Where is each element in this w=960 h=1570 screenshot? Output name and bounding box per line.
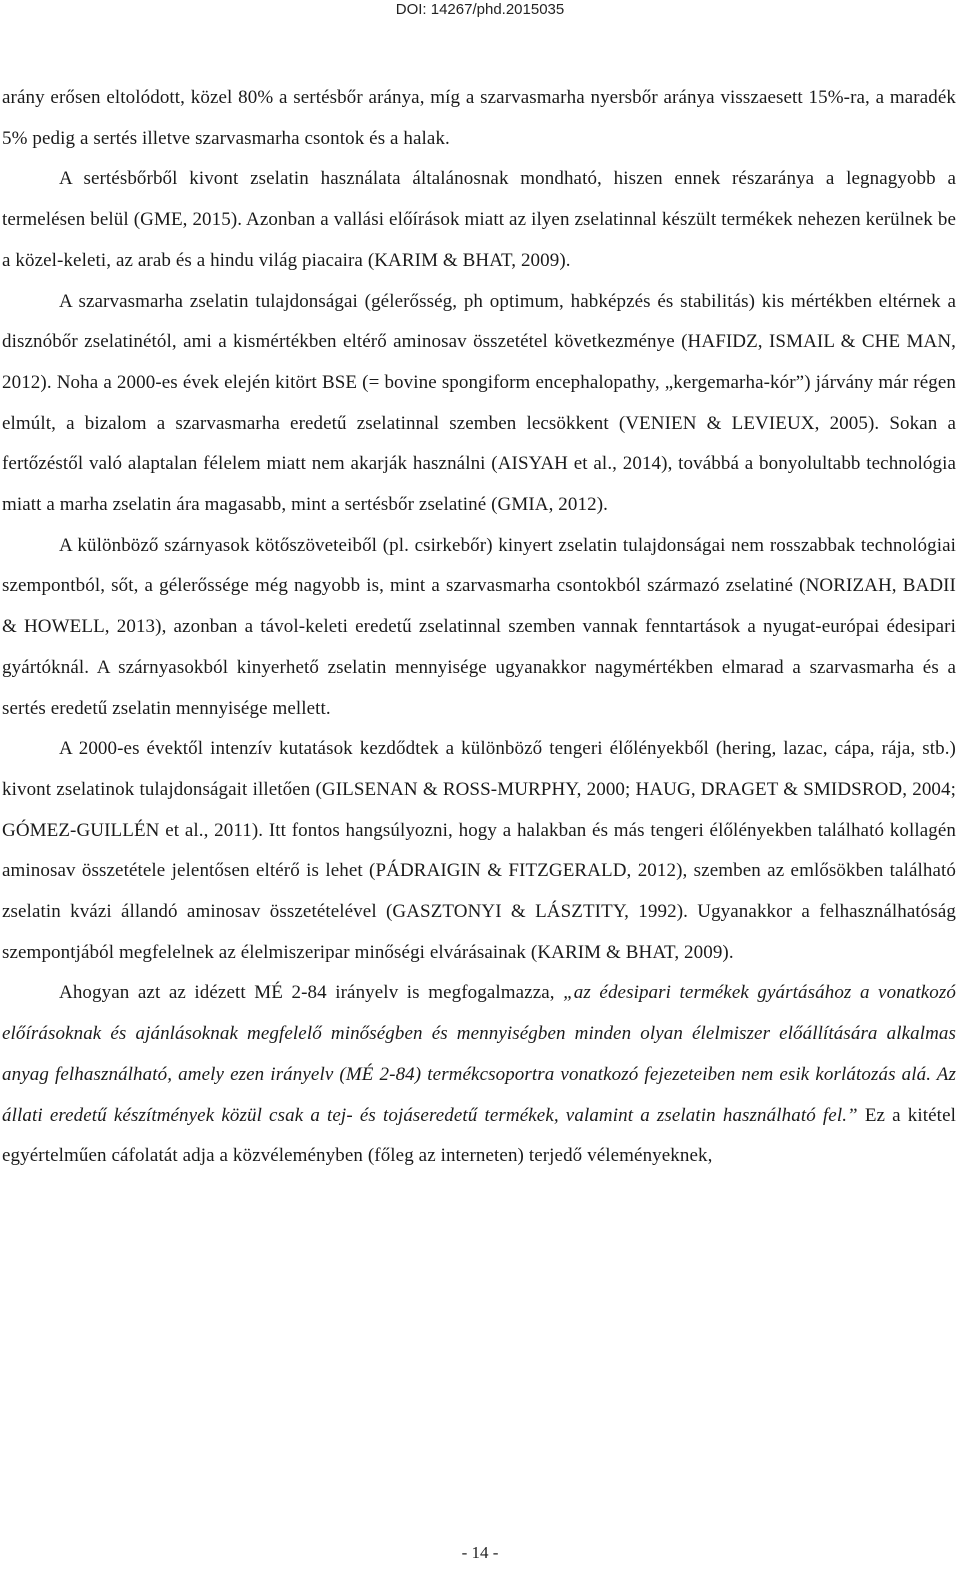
paragraph-2: A sertésbőrből kivont zselatin használata általánosnak mondható, hiszen ennek részaránya a legnagyobb a termelésen belül (GME, 2015). Azonban a vallási előírások miatt az ilyen zselatinnal készült termékek nehezen kerülnek be a közel-keleti, az arab és a hindu világ piacaira (KARIM & BHAT, 2009). [2,168,956,271]
page-number: - 14 - [461,1543,499,1562]
paragraph-6-outro: Ez a kitétel egyértelműen cáfolatát adja a közvéleményben (főleg az interneten) terjedő véleményeknek, [2,1104,956,1167]
paragraph-1: arány erősen eltolódott, közel 80% a sertésbőr aránya, míg a szarvasmarha nyersbőr aránya visszaesett 15%-ra, a maradék 5% pedig a sertés illetve szarvasmarha csontok és a halak. [2,87,956,149]
paragraph-5: A 2000-es évektől intenzív kutatások kezdődtek a különböző tengeri élőlényekből (hering, lazac, cápa, rája, stb.) kivont zselatinok tulajdonságait illetően (GILSENAN & ROSS-MURPHY, 2000; HAUG, DRAGET & SMIDSROD, 2004; GÓMEZ-GUILLÉN et al., 2011). Itt fontos hangsúlyozni, hogy a halakban és más tengeri élőlényekben található kollagén aminosav összetétele jelentősen eltérő is lehet (PÁDRAIGIN & FITZGERALD, 2012), szemben az emlősökben található zselatin kvázi állandó aminosav összetételével (GASZTONYI & LÁSZTITY, 1992). Ugyanakkor a felhasználhatóság szempontjából megfelelnek az élelmiszeripar minőségi elvárásainak (KARIM & BHAT, 2009). [2,738,956,963]
regulation-quote: „az édesipari termékek gyártásához a vonatkozó előírásoknak és ajánlásoknak megfelelő minőségben és mennyiségben minden olyan élelmiszer előállítására alkalmas anyag felhasználható, amely ezen irányelv (MÉ 2-84) termékcsoportra vonatkozó fejezeteiben nem esik korlátozás alá. Az állati eredetű készítmények közül csak a tej- és tojáseredetű termékek, valamint a zselatin használható fel.” [2,982,956,1126]
doi-header: DOI: 14267/phd.2015035 [395,1,565,18]
paragraph-4: A különböző szárnyasok kötőszöveteiből (pl. csirkebőr) kinyert zselatin tulajdonságai nem rosszabbak technológiai szempontból, sőt, a gélerőssége még nagyobb is, mint a szarvasmarha csontokból származó zselatiné (NORIZAH, BADII & HOWELL, 2013), azonban a távol-keleti eredetű zselatinnal szemben vannak fenntartások a nyugat-európai édesipari gyártóknál. A szárnyasokból kinyerhető zselatin mennyisége ugyanakkor nagymértékben elmarad a szarvasmarha és a sertés eredetű zselatin mennyisége mellett. [2,534,956,719]
paragraph-6 [2,973,956,1177]
paragraph-3: A szarvasmarha zselatin tulajdonságai (gélerősség, ph optimum, habképzés és stabilitás) kis mértékben eltérnek a disznóbőr zselatinétól, ami a kismértékben eltérő aminosav összetétel következménye (HAFIDZ, ISMAIL & CHE MAN, 2012). Noha a 2000-es évek elején kitört BSE (= bovine spongiform encephalopathy, „kergemarha-kór”) járvány már régen elmúlt, a bizalom a szarvasmarha eredetű zselatinnal szemben lecsökkent (VENIEN & LEVIEUX, 2005). Sokan a fertőzéstől való alaptalan félelem miatt nem akarják használni (AISYAH et al., 2014), továbbá a bonyolultabb technológia miatt a marha zselatin ára magasabb, mint a sertésbőr zselatiné (GMIA, 2012). [2,290,956,516]
document-body [2,78,956,1177]
paragraph-6-intro: Ahogyan azt az idézett MÉ 2-84 irányelv is megfogalmazza, [59,982,564,1004]
